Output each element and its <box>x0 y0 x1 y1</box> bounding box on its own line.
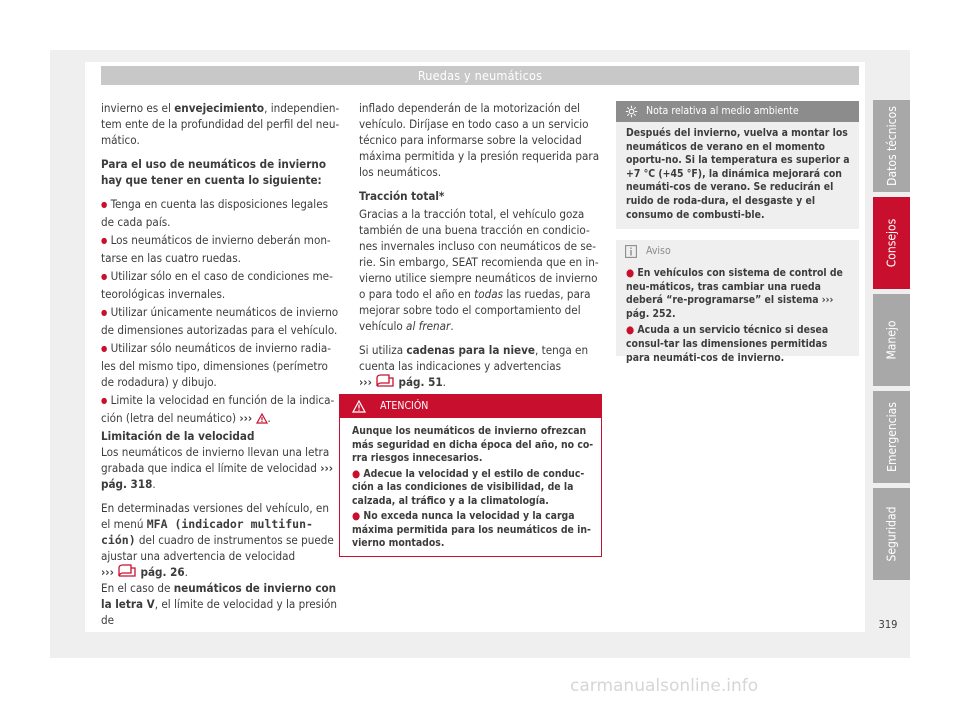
paragraph <box>101 580 341 628</box>
tab-label: Datos técnicos <box>884 106 899 186</box>
bullet: ● <box>626 267 638 279</box>
book-reference-icon <box>375 374 395 388</box>
text: En determinadas versiones del vehículo, en el menú <box>101 501 329 531</box>
tab-label: Consejos <box>884 218 899 268</box>
cross-reference-link[interactable]: pág. 26 <box>140 565 185 579</box>
info-icon <box>625 245 637 258</box>
note-body: Después del invierno, vuelva a montar los neumáticos de verano en el momento oportu-no. Si la temperatura es superior a +7 °C (+45 °F), la dinámica mejorará con neumáti-cos de verano. Se reducirán el ruido de roda-dura, el desgaste y el consumo de combusti-ble. <box>626 127 850 221</box>
bullet: ● <box>352 467 364 480</box>
notice-box <box>616 240 859 364</box>
notice-body <box>626 267 854 368</box>
bullet: ● <box>626 324 638 337</box>
text: del cuadro de instrumentos se puede ajustar una advertencia de velocidad <box>101 533 334 563</box>
text: las ruedas, para mejorar sobre todo el comportamiento del vehículo <box>359 287 591 333</box>
tab-label: Emergencias <box>884 402 899 472</box>
section-heading: Limitación de la velocidad <box>101 429 255 443</box>
environment-note-box <box>616 101 859 229</box>
text: No exceda nunca la velocidad y la carga máxima permitida para los neumáticos de in-vierno montados. <box>352 510 591 549</box>
cross-reference-link[interactable]: ››› <box>239 411 253 425</box>
text-italic: al frenar <box>406 319 451 333</box>
text: Si utiliza <box>359 343 407 357</box>
column-middle <box>359 100 603 398</box>
cross-reference-arrow[interactable]: ››› <box>359 375 372 389</box>
warning-triangle-icon <box>256 413 268 424</box>
column-left <box>101 100 341 636</box>
text: Adecue la velocidad y el estilo de conduc-ción a las condiciones de visibilidad, de la calzada, al tráfico y a la climatología. <box>352 467 585 507</box>
text: , el límite de velocidad y la presión de <box>101 597 337 627</box>
list-item: ● Utilizar sólo en el caso de condiciones me-teorológicas invernales. <box>101 268 341 302</box>
text: Acuda a un servicio técnico si desea consul-tar las dimensiones permitidas para neumáti-cos de invierno. <box>626 324 829 364</box>
text: , tenga en cuenta las indicaciones y advertencias <box>359 343 589 373</box>
tab-emergencias[interactable] <box>873 391 910 483</box>
paragraph-aging <box>101 100 341 148</box>
list-item <box>352 510 597 551</box>
tab-seguridad[interactable] <box>873 488 910 580</box>
page-number: 319 <box>878 618 898 631</box>
warning-title: ATENCIÓN <box>380 400 429 412</box>
page-title: Ruedas y neumáticos <box>417 68 543 83</box>
menu-name: MFA (indicador multifun-ción) <box>101 517 313 547</box>
tab-label: Manejo <box>884 320 899 360</box>
list-item: ● Limite la velocidad en función de la indica-ción (letra del neumático) ››› . <box>101 392 341 426</box>
tab-consejos[interactable] <box>873 197 910 289</box>
text-bold: envejecimiento <box>174 101 265 115</box>
note-header <box>616 101 859 122</box>
list-item: ● Los neumáticos de invierno deberán mon-tarse en las cuatro ruedas. <box>101 232 341 266</box>
paragraph: Si utiliza cadenas para la nieve, tenga en cuenta las indicaciones y advertencias ››› pág. 51. <box>359 343 589 389</box>
text-italic: todas <box>474 287 504 301</box>
cross-reference-link[interactable]: pág. 51 <box>398 375 443 389</box>
warning-body <box>352 425 597 553</box>
paragraph: inflado dependerán de la motorización del vehículo. Diríjase en todo caso a un servicio técnico para informarse sobre la velocidad máxima permitida y la presión requerida para los neumáticos. <box>359 101 600 179</box>
book-reference-icon <box>117 564 137 578</box>
text-bold: neumáticos de invierno con la letra V <box>101 581 337 611</box>
cross-reference-link[interactable]: ››› pág. 318 <box>101 461 334 491</box>
tab-datos-tecnicos[interactable] <box>873 100 910 192</box>
paragraph <box>359 206 603 334</box>
list-item: ● Utilizar únicamente neumáticos de invierno de dimensiones autorizadas para el vehículo. <box>101 304 341 338</box>
warning-header <box>340 395 601 418</box>
text-bold: cadenas para la nieve <box>406 343 535 357</box>
note-title: Nota relativa al medio ambiente <box>646 105 799 117</box>
text: Gracias a la tracción total, el vehículo goza también de una buena tracción en condicio-nes invernales incluso con neumáticos de se-rie. Sin embargo, SEAT recomienda que en in-vierno utilice siempre neumáticos de invierno o para todo el año en <box>359 207 599 301</box>
notice-title: Aviso <box>646 245 671 257</box>
list-item <box>352 468 597 509</box>
list-item: ● Tenga en cuenta las disposiciones legales de cada país. <box>101 196 341 230</box>
warning-triangle-icon <box>352 400 366 413</box>
paragraph: En determinadas versiones del vehículo, en el menú MFA (indicador multifun-ción) del cuadro de instrumentos se puede ajustar una advertencia de velocidad ››› pág. 26. <box>101 501 334 579</box>
text: Los neumáticos de invierno llevan una letra grabada que indica el límite de velocidad <box>101 445 330 475</box>
list-item: ● Utilizar sólo neumáticos de invierno radia-les del mismo tipo, dimensiones (perímetro de rodadura) y dibujo. <box>101 340 341 390</box>
cross-reference-arrow[interactable]: ››› <box>101 565 114 579</box>
list-item: ● En vehículos con sistema de control de neu-máticos, tras cambiar una rueda deberá “re-programarse” el sistema ››› pág. 252. <box>626 267 843 320</box>
cross-reference-link[interactable]: ››› pág. 252 <box>626 294 834 320</box>
text: invierno es el <box>101 101 175 115</box>
tab-label: Seguridad <box>884 506 899 562</box>
section-heading: Para el uso de neumáticos de invierno hay que tener en cuenta lo siguiente: <box>101 157 327 187</box>
paragraph: Los neumáticos de invierno llevan una letra grabada que indica el límite de velocidad ››› pág. 318. <box>101 445 334 491</box>
watermark: carmanualsonline.info <box>570 676 759 696</box>
tab-manejo[interactable] <box>873 294 910 386</box>
section-heading: Tracción total* <box>359 189 445 203</box>
warning-box <box>339 394 602 557</box>
text: En el caso de <box>101 581 174 595</box>
text: En vehículos con sistema de control de neu-máticos, tras cambiar una rueda deberá “re-programarse” el sistema <box>626 267 843 307</box>
text: . <box>450 319 454 333</box>
environment-icon <box>625 105 638 118</box>
warning-intro: Aunque los neumáticos de invierno ofrezcan más seguridad en dicha época del año, no co-rra riesgos innecesarios. <box>352 425 594 464</box>
list-item <box>626 324 854 365</box>
bullet: ● <box>352 510 364 522</box>
text: , independien-tem ente de la profundidad del perfil del neu-mático. <box>101 101 340 147</box>
text: Limite la velocidad en función de la indica-ción (letra del neumático) <box>101 393 335 425</box>
notice-header <box>616 240 859 263</box>
